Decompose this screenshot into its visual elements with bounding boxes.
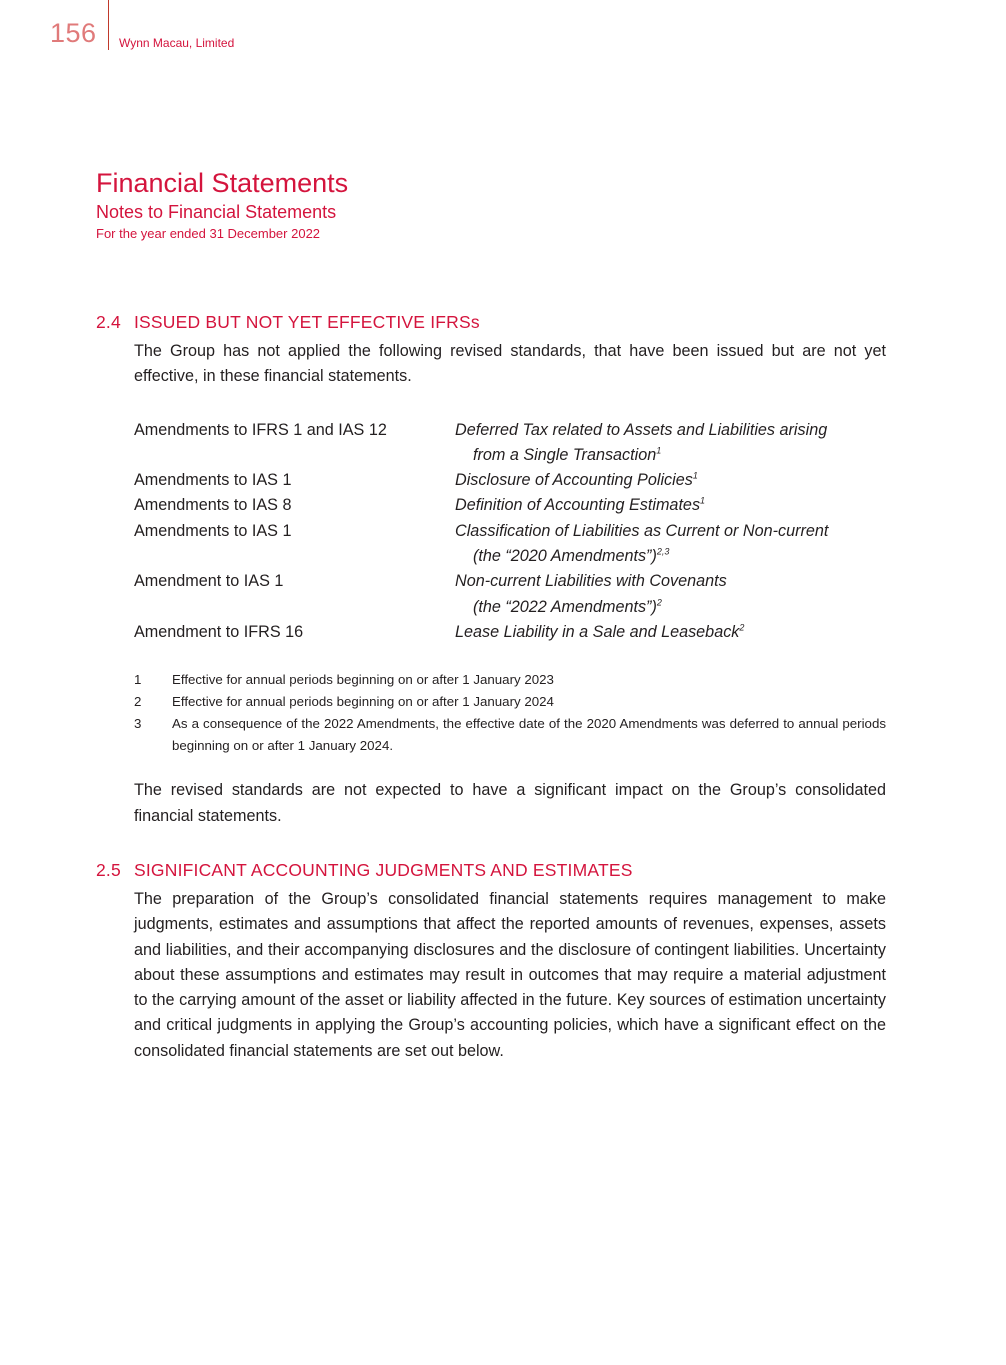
footnote-marker: 2 [739, 622, 745, 633]
standard-name: Amendments to IAS 1 [134, 521, 292, 540]
standard-description [455, 569, 886, 620]
title-block [96, 167, 348, 243]
header-divider [108, 0, 109, 50]
table-row [134, 468, 886, 493]
footnote-number: 2 [134, 694, 142, 710]
description-continuation [455, 595, 886, 620]
standard-description [455, 519, 886, 570]
section-body: The preparation of the Group’s consolidated financial statements requires management to make judgments, estimates and assumptions that affect the reported amounts of revenues, expenses, assets and liabilities, and their accompanying disclosures and the disclosure of contingent liabilities. Uncertainty about these assumptions and estimates may result in outcomes that may require a material adjustment to the carrying amount of the asset or liability affected in the future. Key sources of estimation uncertainty and critical judgments in applying the Group’s accounting policies, which have a significant effect on the consolidated financial statements are set out below. [134, 890, 886, 1060]
standards-table [134, 418, 886, 646]
company-name: Wynn Macau, Limited [119, 36, 235, 50]
footnote-marker: 2 [656, 597, 662, 608]
footnote-item [134, 669, 886, 691]
table-row [134, 418, 886, 469]
section-title: ISSUED BUT NOT YET EFFECTIVE IFRSs [134, 312, 480, 332]
footnote-marker: 1 [700, 496, 706, 507]
footnote-marker: 1 [656, 445, 662, 456]
table-row [134, 493, 886, 518]
description-line: (the “2022 Amendments”) [473, 597, 657, 616]
section-intro: The Group has not applied the following revised standards, that have been issued but are not yet effective, in these financial statements. [134, 342, 886, 386]
page-title: Financial Statements [96, 168, 349, 198]
footnote-text: As a consequence of the 2022 Amendments, the effective date of the 2020 Amendments was deferred to annual periods beginning on or after 1 January 2024. [172, 715, 886, 753]
footnote-marker: 2,3 [656, 546, 670, 557]
section-2-4 [96, 310, 886, 829]
section-title: SIGNIFICANT ACCOUNTING JUDGMENTS AND ESTIMATES [134, 860, 633, 880]
standard-name: Amendments to IFRS 1 and IAS 12 [134, 420, 387, 439]
standard-name: Amendments to IAS 8 [134, 496, 292, 515]
page-subtitle: Notes to Financial Statements [96, 202, 337, 222]
section-heading [96, 310, 886, 334]
footnote-text: Effective for annual periods beginning on or after 1 January 2023 [172, 672, 554, 688]
reporting-period: For the year ended 31 December 2022 [96, 226, 321, 241]
description-line: Disclosure of Accounting Policies [455, 471, 693, 490]
standard-description [455, 468, 886, 493]
standard-name: Amendment to IAS 1 [134, 572, 284, 591]
page-number: 156 [50, 18, 97, 48]
section-number: 2.5 [96, 860, 121, 880]
standard-description [455, 418, 886, 469]
section-number: 2.4 [96, 312, 121, 332]
description-line: (the “2020 Amendments”) [473, 547, 657, 566]
description-line: Lease Liability in a Sale and Leaseback [455, 622, 740, 641]
description-line: Non-current Liabilities with Covenants [455, 572, 727, 591]
footnote-item [134, 691, 886, 713]
standard-description [455, 620, 886, 645]
standard-name: Amendment to IFRS 16 [134, 622, 304, 641]
footnote-number: 3 [134, 715, 142, 731]
footnote-item [134, 713, 886, 757]
section-closing-paragraph: The revised standards are not expected to have a significant impact on the Group’s consolidated financial statements. [134, 781, 886, 825]
table-row [134, 620, 886, 645]
description-line: Definition of Accounting Estimates [455, 496, 701, 515]
footnote-marker: 1 [692, 470, 698, 481]
description-continuation [455, 544, 886, 569]
description-line: Deferred Tax related to Assets and Liabilities arising [455, 420, 828, 439]
standard-description [455, 493, 886, 518]
section-heading [96, 858, 886, 882]
description-line: from a Single Transaction [473, 445, 657, 464]
table-row [134, 519, 886, 570]
table-row [134, 569, 886, 620]
footnotes [134, 669, 886, 756]
section-2-5 [96, 858, 886, 1064]
footnote-number: 1 [134, 672, 142, 688]
footnote-text: Effective for annual periods beginning on or after 1 January 2024 [172, 694, 554, 710]
description-line: Classification of Liabilities as Current or Non-current [455, 521, 829, 540]
standard-name: Amendments to IAS 1 [134, 471, 292, 490]
description-continuation [455, 443, 886, 468]
